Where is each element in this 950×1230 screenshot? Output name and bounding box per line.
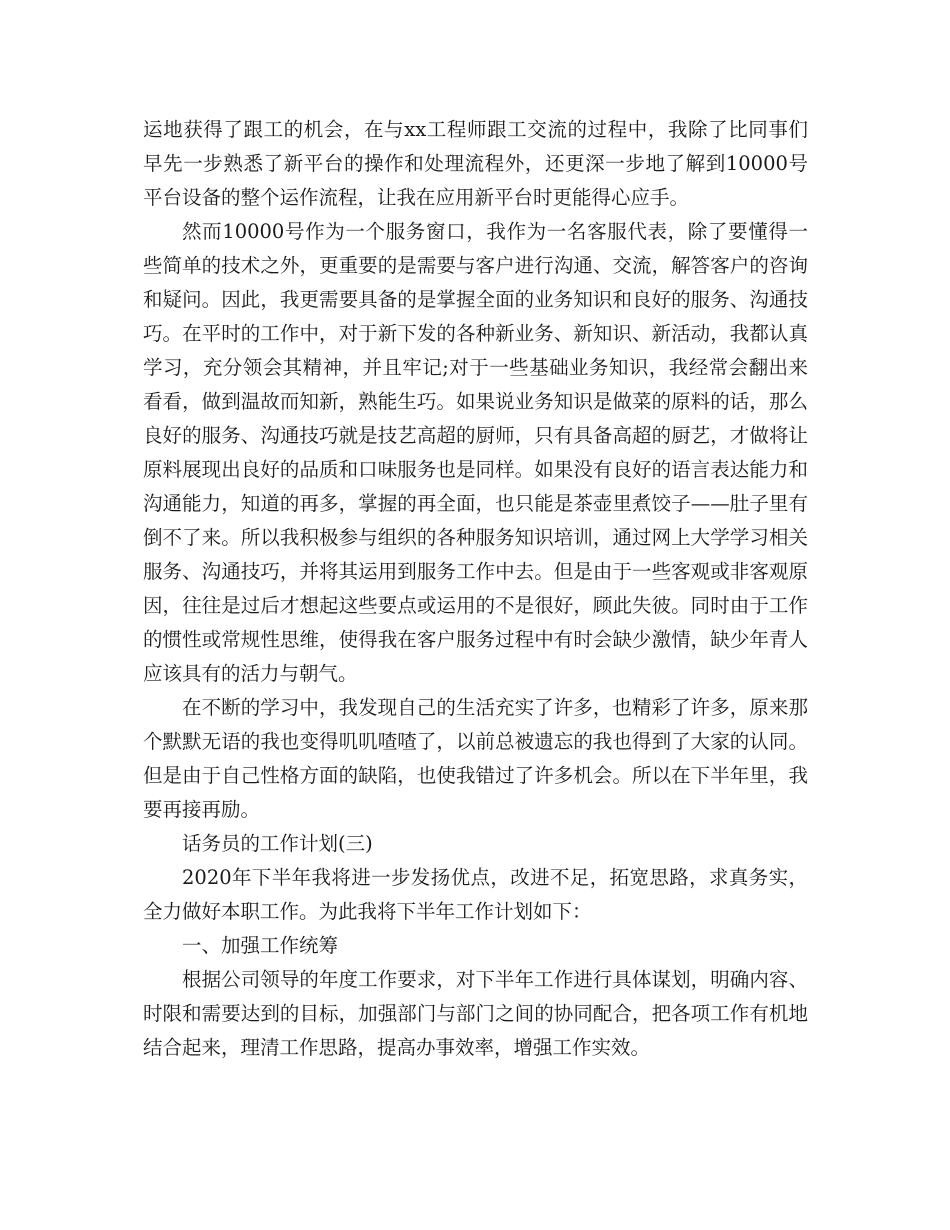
subsection-heading: 一、加强工作统筹 [182, 934, 339, 957]
paragraph-5: 根据公司领导的年度工作要求，对下半年工作进行具体谋划，明确内容、时限和需要达到的目标，加强部门与部门之间的协同配合，把各项工作有机地结合起来，理清工作思路，提高办事效率，增强工作实效。 [143, 968, 808, 1059]
paragraph-3: 在不断的学习中，我发现自己的生活充实了许多，也精彩了许多，原来那个默默无语的我也变得叽叽喳喳了，以前总被遗忘的我也得到了大家的认同。但是由于自己性格方面的缺陷，也使我错过了许多机会。所以在下半年里，我要再接再励。 [143, 696, 808, 821]
document-body [143, 113, 808, 1065]
paragraph-2: 然而10000号作为一个服务窗口，我作为一名客服代表，除了要懂得一些简单的技术之外，更重要的是需要与客户进行沟通、交流，解答客户的咨询和疑问。因此，我更需要具备的是掌握全面的业务知识和良好的服务、沟通技巧。在平时的工作中，对于新下发的各种新业务、新知识、新活动，我都认真学习，充分领会其精神，并且牢记;对于一些基础业务知识，我经常会翻出来看看，做到温故而知新，熟能生巧。如果说业务知识是做菜的原料的话，那么良好的服务、沟通技巧就是技艺高超的厨师，只有具备高超的厨艺，才做将让原料展现出良好的品质和口味服务也是同样。如果没有良好的语言表达能力和沟通能力，知道的再多，掌握的再全面，也只能是茶壶里煮饺子——肚子里有倒不了来。所以我积极参与组织的各种服务知识培训，通过网上大学学习相关服务、沟通技巧，并将其运用到服务工作中去。但是由于一些客观或非客观原因，往往是过后才想起这些要点或运用的不是很好，顾此失彼。同时由于工作的惯性或常规性思维，使得我在客户服务过程中有时会缺少激情，缺少年青人应该具有的活力与朝气。 [143, 220, 808, 685]
paragraph-4: 2020年下半年我将进一步发扬优点，改进不足，拓宽思路，求真务实，全力做好本职工作。为此我将下半年工作计划如下： [143, 866, 808, 923]
paragraph-1: 运地获得了跟工的机会，在与xx工程师跟工交流的过程中，我除了比同事们早先一步熟悉了新平台的操作和处理流程外，还更深一步地了解到10000号平台设备的整个运作流程，让我在应用新平台时更能得心应手。 [143, 118, 808, 209]
section-title: 话务员的工作计划(三) [182, 832, 373, 855]
